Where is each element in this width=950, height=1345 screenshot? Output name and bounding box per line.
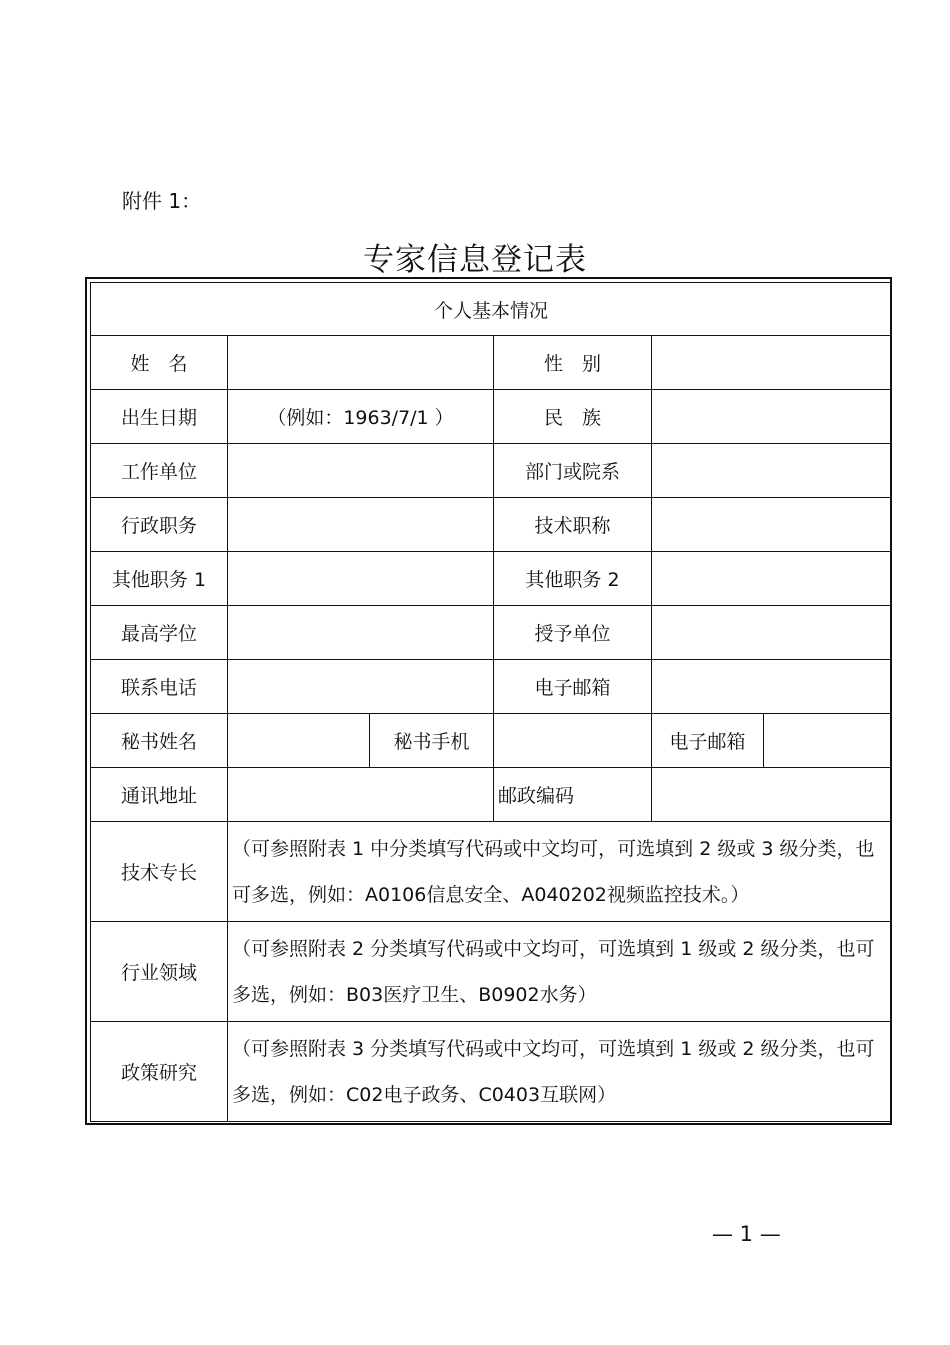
- name-input-cell[interactable]: [228, 336, 494, 390]
- admin-position-label: 行政职务: [91, 498, 228, 552]
- secretary-email-input-cell[interactable]: [764, 714, 892, 768]
- other-position-1-label: 其他职务 1: [91, 552, 228, 606]
- degree-granter-label: 授予单位: [494, 606, 652, 660]
- registration-form-table: [90, 282, 892, 1122]
- email-input-cell[interactable]: [652, 660, 892, 714]
- attachment-label: 附件 1：: [122, 189, 202, 213]
- registration-form-frame: [85, 277, 892, 1125]
- gender-input-cell[interactable]: [652, 336, 892, 390]
- address-label: 通讯地址: [91, 768, 228, 822]
- highest-degree-label: 最高学位: [91, 606, 228, 660]
- secretary-email-label: 电子邮箱: [652, 714, 764, 768]
- work-unit-label: 工作单位: [91, 444, 228, 498]
- degree-granter-input-cell[interactable]: [652, 606, 892, 660]
- work-unit-input-cell[interactable]: [228, 444, 494, 498]
- name-label: 姓 名: [91, 336, 228, 390]
- birth-date-label: 出生日期: [91, 390, 228, 444]
- admin-position-input-cell[interactable]: [228, 498, 494, 552]
- phone-label: 联系电话: [91, 660, 228, 714]
- other-position-2-input-cell[interactable]: [652, 552, 892, 606]
- address-input-cell[interactable]: [228, 768, 494, 822]
- tech-title-input-cell[interactable]: [652, 498, 892, 552]
- other-position-1-input-cell[interactable]: [228, 552, 494, 606]
- birth-date-input-cell[interactable]: （例如：1963/7/1 ）: [228, 390, 494, 444]
- department-input-cell[interactable]: [652, 444, 892, 498]
- postcode-label: 邮政编码: [494, 768, 652, 822]
- policy-input-cell[interactable]: （可参照附表 3 分类填写代码或中文均可，可选填到 1 级或 2 级分类，也可多选，例如：C02电子政务、C0403互联网）: [228, 1022, 892, 1122]
- industry-input-cell[interactable]: （可参照附表 2 分类填写代码或中文均可，可选填到 1 级或 2 级分类，也可多选，例如：B03医疗卫生、B0902水务）: [228, 922, 892, 1022]
- ethnicity-label: 民 族: [494, 390, 652, 444]
- page-number: — 1 —: [712, 1222, 781, 1246]
- email-label: 电子邮箱: [494, 660, 652, 714]
- tech-title-label: 技术职称: [494, 498, 652, 552]
- form-title: 专家信息登记表: [363, 242, 587, 278]
- department-label: 部门或院系: [494, 444, 652, 498]
- postcode-input-cell[interactable]: [652, 768, 892, 822]
- section-header: 个人基本情况: [91, 283, 892, 336]
- secretary-phone-input-cell[interactable]: [494, 714, 652, 768]
- gender-label: 性 别: [494, 336, 652, 390]
- ethnicity-input-cell[interactable]: [652, 390, 892, 444]
- secretary-name-input-cell[interactable]: [228, 714, 370, 768]
- phone-input-cell[interactable]: [228, 660, 494, 714]
- secretary-name-label: 秘书姓名: [91, 714, 228, 768]
- secretary-phone-label: 秘书手机: [370, 714, 494, 768]
- industry-label: 行业领域: [91, 922, 228, 1022]
- expertise-label: 技术专长: [91, 822, 228, 922]
- highest-degree-input-cell[interactable]: [228, 606, 494, 660]
- policy-label: 政策研究: [91, 1022, 228, 1122]
- expertise-input-cell[interactable]: （可参照附表 1 中分类填写代码或中文均可，可选填到 2 级或 3 级分类，也可多选，例如：A0106信息安全、A040202视频监控技术。）: [228, 822, 892, 922]
- other-position-2-label: 其他职务 2: [494, 552, 652, 606]
